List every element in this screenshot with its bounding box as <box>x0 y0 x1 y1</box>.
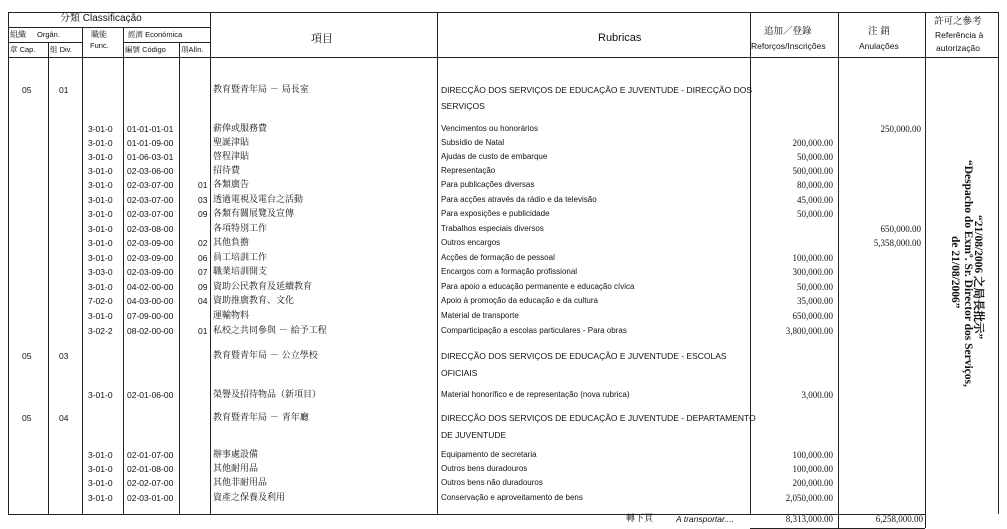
reforco-amount: 100,000.00 <box>792 450 833 460</box>
anulacao-amount: 250,000.00 <box>880 124 921 134</box>
alinea: 06 <box>198 253 208 263</box>
func-code: 3-01-0 <box>88 180 113 190</box>
func-code: 3-01-0 <box>88 390 113 400</box>
section-title-zh: 教育暨青年局 － 青年廳 <box>213 413 309 423</box>
econ-code: 07-09-00-00 <box>127 311 174 321</box>
alinea: 01 <box>198 180 208 190</box>
item-zh: 資助公民教育及延續教育 <box>213 282 313 292</box>
reforco-amount: 100,000.00 <box>792 464 833 474</box>
rubrica: Para apoio a educação permanente e educação cívica <box>441 282 635 291</box>
item-zh: 聖誕津貼 <box>213 138 250 148</box>
item-zh: 資助推廣教育、文化 <box>213 296 295 306</box>
econ-code: 02-03-06-00 <box>127 166 174 176</box>
econ-code: 02-03-01-00 <box>127 493 174 503</box>
item-zh: 榮譽及招待物品（新項目） <box>213 390 322 400</box>
item-zh: 員工培訓工作 <box>213 253 268 263</box>
func-code: 3-01-0 <box>88 478 113 488</box>
reforco-amount: 500,000.00 <box>792 166 833 176</box>
reforco-amount: 2,050,000.00 <box>785 493 833 503</box>
econ-code: 02-03-09-00 <box>127 238 174 248</box>
rubrica: Para exposições e publicidade <box>441 209 550 218</box>
econ-code: 02-03-08-00 <box>127 224 174 234</box>
econ-code: 02-03-09-00 <box>127 253 174 263</box>
col-line <box>210 12 211 514</box>
rubrica: Ajudas de custo de embarque <box>441 152 548 161</box>
econ-code: 02-03-07-00 <box>127 195 174 205</box>
anulacao-amount: 650,000.00 <box>880 224 921 234</box>
rubrica: Comparticipação a escolas particulares - Para obras <box>441 326 627 335</box>
func-header-zh: 職能 <box>91 30 107 39</box>
rubrica: Encargos com a formação profissional <box>441 267 578 276</box>
row-line <box>8 27 210 28</box>
alinea: 07 <box>198 267 208 277</box>
item-zh: 其他耐用品 <box>213 464 259 474</box>
transport-label-zh: 轉下頁 <box>626 514 654 524</box>
func-code: 3-01-0 <box>88 124 113 134</box>
anulacao-amount: 5,358,000.00 <box>873 238 921 248</box>
div-value: 01 <box>59 85 69 95</box>
item-header: 項目 <box>311 32 333 45</box>
section-title-pt-cont: SERVIÇOS <box>441 101 485 111</box>
rubrica: Acções de formação de pessoal <box>441 253 555 262</box>
reforco-amount: 650,000.00 <box>792 311 833 321</box>
func-code: 3-01-0 <box>88 224 113 234</box>
func-code: 7-02-0 <box>88 296 113 306</box>
rubrica: Conservação e aproveitamento de bens <box>441 493 583 502</box>
authorization-line-1: “21/08/2006 之局長批示” <box>972 215 984 340</box>
func-code: 3-01-0 <box>88 253 113 263</box>
econ-code: 04-02-00-00 <box>127 282 174 292</box>
rubrica: Apoio à promoção da educação e da cultura <box>441 296 598 305</box>
cap-header: 章 Cap. <box>10 45 36 54</box>
rubrica: Outros bens duradouros <box>441 464 528 473</box>
func-code: 3-01-0 <box>88 166 113 176</box>
col-line <box>48 42 49 514</box>
reforco-amount: 50,000.00 <box>797 152 833 162</box>
econ-code: 02-03-07-00 <box>127 180 174 190</box>
alinea: 03 <box>198 195 208 205</box>
econ-code: 01-01-09-00 <box>127 138 174 148</box>
item-zh: 其他非耐用品 <box>213 478 268 488</box>
func-header-pt: Func. <box>90 41 109 50</box>
rubrica: Para publicações diversas <box>441 180 535 189</box>
col-line <box>8 12 9 514</box>
reforco-amount: 3,800,000.00 <box>785 326 833 336</box>
anul-header-zh: 注 銷 <box>868 26 891 37</box>
econ-code: 01-01-01-01 <box>127 124 174 134</box>
econ-code: 08-02-00-00 <box>127 326 174 336</box>
total-reforcos: 8,313,000.00 <box>785 514 833 524</box>
reforco-amount: 200,000.00 <box>792 138 833 148</box>
reforco-amount: 45,000.00 <box>797 195 833 205</box>
func-code: 3-01-0 <box>88 311 113 321</box>
func-code: 3-01-0 <box>88 450 113 460</box>
row-line <box>123 42 210 43</box>
func-code: 3-01-0 <box>88 138 113 148</box>
section-title-pt: DIRECÇÃO DOS SERVIÇOS DE EDUCAÇÃO E JUVENTUDE - DEPARTAMENTO <box>441 413 756 423</box>
item-zh: 薪俸或服務費 <box>213 124 268 134</box>
codigo-header: 編號 Código <box>125 45 166 54</box>
econ-code: 02-02-07-00 <box>127 478 174 488</box>
item-zh: 職業培訓開支 <box>213 267 268 277</box>
econ-code: 02-01-08-00 <box>127 464 174 474</box>
reforcos-header-pt: Reforços/Inscrições <box>751 41 826 51</box>
row-line <box>8 42 82 43</box>
section-title-pt: DIRECÇÃO DOS SERVIÇOS DE EDUCAÇÃO E JUVENTUDE - DIRECÇÃO DOS <box>441 85 753 95</box>
authorization-line-2: “Despacho do Exmº. Sr. Director dos Serviços, <box>962 160 974 387</box>
total-anulacoes: 6,258,000.00 <box>875 514 923 524</box>
econ-code: 02-03-09-00 <box>127 267 174 277</box>
row-line <box>8 57 998 58</box>
col-line <box>998 12 999 514</box>
alinea: 04 <box>198 296 208 306</box>
reforco-amount: 35,000.00 <box>797 296 833 306</box>
reforcos-header-zh: 追加／登錄 <box>764 26 812 37</box>
ref-header-pt1: Referência à <box>935 30 984 40</box>
ref-header-zh: 許可之參考 <box>934 16 982 27</box>
rubrica: Trabalhos especiais diversos <box>441 224 544 233</box>
reforco-amount: 80,000.00 <box>797 180 833 190</box>
item-zh: 運輸物料 <box>213 311 250 321</box>
item-zh: 辦事處設備 <box>213 450 259 460</box>
div-value: 03 <box>59 351 69 361</box>
classification-header: 分類 Classificação <box>60 13 142 24</box>
reforco-amount: 50,000.00 <box>797 282 833 292</box>
item-zh: 私校之共同參與 － 給予工程 <box>213 326 327 336</box>
item-zh: 招待費 <box>213 166 241 176</box>
org-header-pt: Orgân. <box>37 30 60 39</box>
ref-header-pt2: autorização <box>936 43 980 53</box>
reforco-amount: 200,000.00 <box>792 478 833 488</box>
func-code: 3-01-0 <box>88 209 113 219</box>
rubricas-header: Rubricas <box>598 32 642 44</box>
reforco-amount: 300,000.00 <box>792 267 833 277</box>
econ-code: 02-01-07-00 <box>127 450 174 460</box>
section-title-pt-cont: DE JUVENTUDE <box>441 430 507 440</box>
rubrica: Representação <box>441 166 496 175</box>
div-header: 組 Div. <box>50 45 72 54</box>
col-line <box>437 12 438 514</box>
alinea: 09 <box>198 209 208 219</box>
authorization-line-3: de 21/08/2006” <box>949 236 961 309</box>
econ-code: 04-03-00-00 <box>127 296 174 306</box>
section-title-zh: 教育暨青年局 － 局長室 <box>213 85 309 95</box>
reforco-amount: 50,000.00 <box>797 209 833 219</box>
item-zh: 各項特別工作 <box>213 224 268 234</box>
econ-code: 01-06-03-01 <box>127 152 174 162</box>
authorization-reference <box>940 160 990 400</box>
section-title-pt: DIRECÇÃO DOS SERVIÇOS DE EDUCAÇÃO E JUVENTUDE - ESCOLAS <box>441 351 727 361</box>
rubrica: Outros bens não duradouros <box>441 478 543 487</box>
alinea: 02 <box>198 238 208 248</box>
cap-value: 05 <box>22 351 32 361</box>
col-line <box>123 27 124 514</box>
org-header-zh: 組織 <box>10 30 26 39</box>
rubrica: Para acções através da rádio e da televisão <box>441 195 597 204</box>
cap-value: 05 <box>22 413 32 423</box>
func-code: 3-01-0 <box>88 152 113 162</box>
section-title-zh: 教育暨青年局 － 公立學校 <box>213 351 318 361</box>
anul-header-pt: Anulações <box>859 41 899 51</box>
econ-code: 02-03-07-00 <box>127 209 174 219</box>
col-line <box>925 12 926 528</box>
rubrica: Equipamento de secretaria <box>441 450 537 459</box>
div-value: 04 <box>59 413 69 423</box>
reforco-amount: 3,000.00 <box>801 390 833 400</box>
item-zh: 透過電視及電台之活動 <box>213 195 304 205</box>
reforco-amount: 100,000.00 <box>792 253 833 263</box>
rubrica: Material honorífico e de representação (nova rubrica) <box>441 390 630 399</box>
item-zh: 其他負擔 <box>213 238 250 248</box>
col-line <box>82 27 83 514</box>
func-code: 3-01-0 <box>88 464 113 474</box>
item-zh: 各類有關展覽及宣傳 <box>213 209 295 219</box>
rubrica: Outros encargos <box>441 238 501 247</box>
rubrica: Material de transporte <box>441 311 519 320</box>
econ-code: 02-01-06-00 <box>127 390 174 400</box>
cap-value: 05 <box>22 85 32 95</box>
transport-label-pt: A transportar.... <box>676 514 734 524</box>
func-code: 3-01-0 <box>88 282 113 292</box>
alinea: 09 <box>198 282 208 292</box>
section-title-pt-cont: OFICIAIS <box>441 368 478 378</box>
item-zh: 資產之保養及利用 <box>213 493 286 503</box>
rubrica: Subsídio de Natal <box>441 138 505 147</box>
rubrica: Vencimentos ou honorários <box>441 124 538 133</box>
row-line <box>8 12 998 13</box>
func-code: 3-01-0 <box>88 195 113 205</box>
func-code: 3-01-0 <box>88 493 113 503</box>
col-line <box>179 42 180 514</box>
item-zh: 啓程津貼 <box>213 152 250 162</box>
econ-header: 經濟 Económica <box>128 30 183 39</box>
alin-header: 項Alín. <box>181 45 204 54</box>
item-zh: 各類廣告 <box>213 180 250 190</box>
func-code: 3-02-2 <box>88 326 113 336</box>
col-line <box>838 12 839 528</box>
alinea: 01 <box>198 326 208 336</box>
func-code: 3-01-0 <box>88 238 113 248</box>
func-code: 3-03-0 <box>88 267 113 277</box>
